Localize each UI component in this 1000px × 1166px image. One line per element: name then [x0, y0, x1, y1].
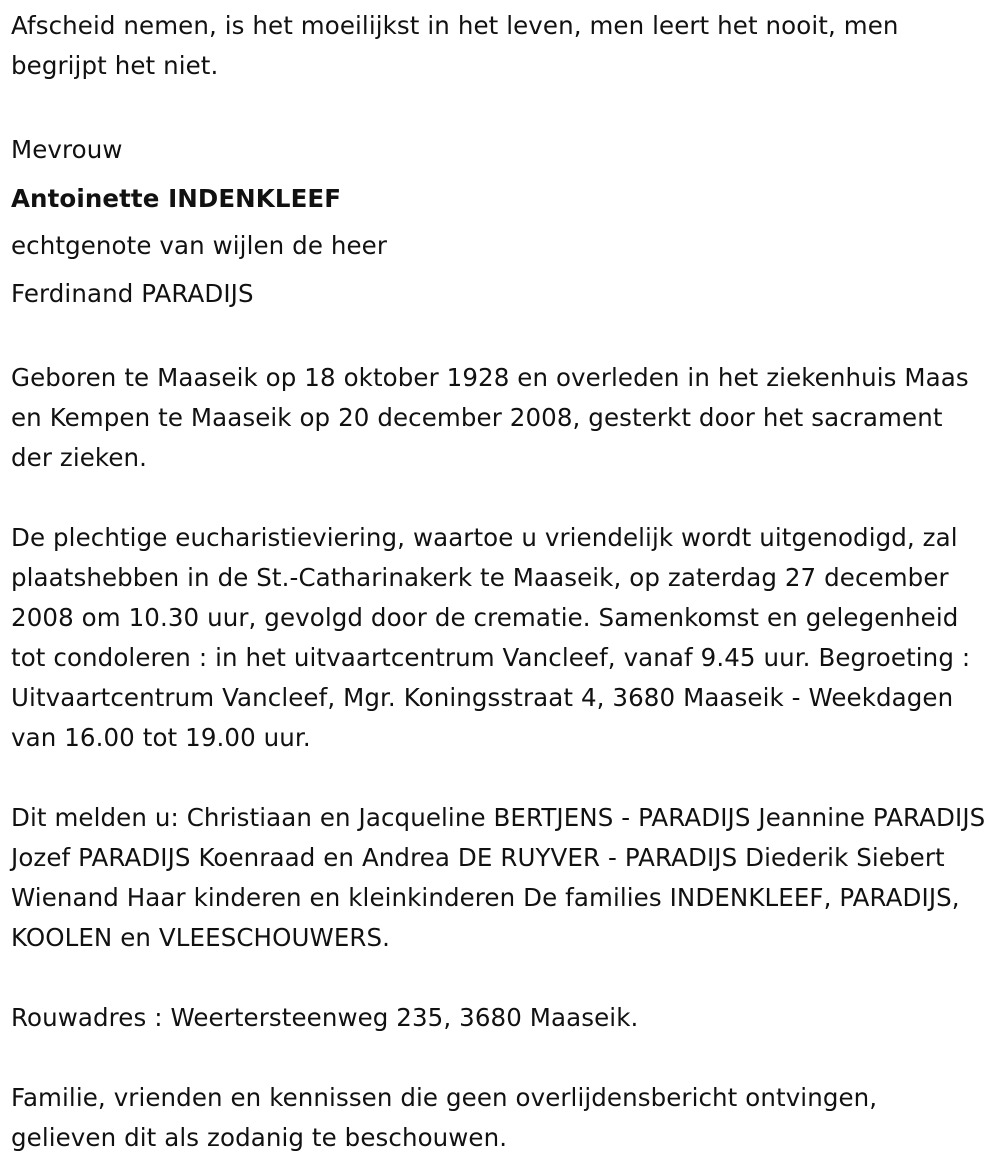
birth-death-paragraph: Geboren te Maaseik op 18 oktober 1928 en overleden in het ziekenhuis Maas en Kempen te Maaseik op 20 december 2008, gesterkt door het sacrament der zieken.	[11, 363, 969, 472]
spacer	[11, 758, 986, 798]
spacer	[11, 1038, 986, 1078]
ceremony-paragraph: De plechtige eucharistieviering, waartoe u vriendelijk wordt uitgenodigd, zal plaatshebben in de St.-Catharinakerk te Maaseik, op zaterdag 27 december 2008 om 10.30 uur, gevolgd door de crematie. Samenkomst en gelegenheid tot condoleren : in het uitvaartcentrum Vancleef, vanaf 9.45 uur. Begroeting : Uitvaartcentrum Vancleef, Mgr. Koningsstraat 4, 3680 Maaseik - Weekdagen van 16.00 tot 19.00 uur.	[11, 523, 971, 752]
closing-note: Familie, vrienden en kennissen die geen overlijdensbericht ontvingen, gelieven dit als zodanig te beschouwen.	[11, 1083, 878, 1152]
spouse-name: Ferdinand PARADIJS	[11, 279, 254, 308]
relation-text: echtgenote van wijlen de heer	[11, 231, 388, 260]
spacer	[11, 958, 986, 998]
mourning-address: Rouwadres : Weertersteenweg 235, 3680 Maaseik.	[11, 1003, 639, 1032]
deceased-name: Antoinette INDENKLEEF	[11, 184, 342, 213]
spacer	[11, 86, 986, 126]
salutation: Mevrouw	[11, 135, 123, 164]
spacer	[11, 318, 986, 358]
opening-quote: Afscheid nemen, is het moeilijkst in het leven, men leert het nooit, men begrijpt het niet.	[11, 11, 899, 80]
announced-by-paragraph: Dit melden u: Christiaan en Jacqueline BERTJENS - PARADIJS Jeannine PARADIJS Jozef PARADIJS Koenraad en Andrea DE RUYVER - PARADIJS Diederik Siebert Wienand Haar kinderen en kleinkinderen De families INDENKLEEF, PARADIJS, KOOLEN en VLEESCHOUWERS.	[11, 803, 986, 952]
spacer	[11, 478, 986, 518]
